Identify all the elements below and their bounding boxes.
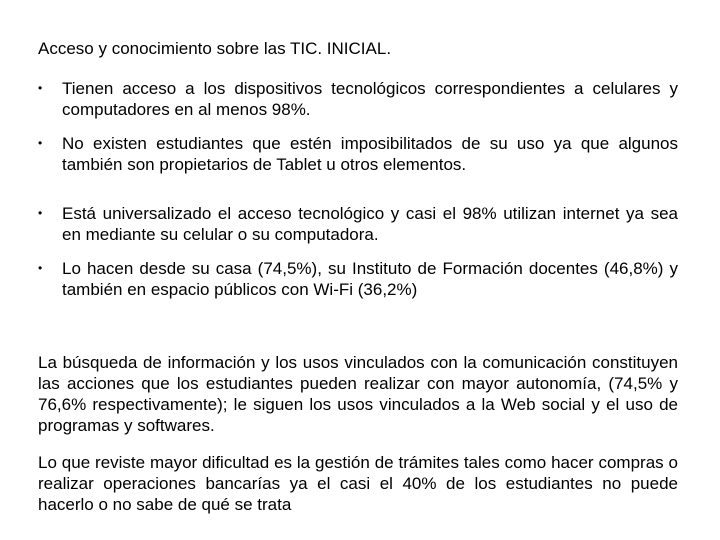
bullet-icon: • bbox=[38, 206, 43, 220]
bullet-icon: • bbox=[38, 261, 43, 275]
bullet-list bbox=[38, 78, 678, 300]
paragraph-difficulty: Lo que reviste mayor dificultad es la gestión de trámites tales como hacer compras o realizar operaciones bancarías ya el casi el 40% de los estudiantes no puede hacerlo o no sabe de qué se trata bbox=[38, 453, 678, 514]
bullet-item-1 bbox=[38, 78, 678, 120]
bullet-text: No existen estudiantes que estén imposibilitados de su uso ya que algunos también son propietarios de Tablet u otros elementos. bbox=[62, 134, 678, 174]
bullet-item-4 bbox=[38, 258, 678, 300]
paragraph-information-search: La búsqueda de información y los usos vinculados con la comunicación constituyen las acciones que los estudiantes pueden realizar con mayor autonomía, (74,5% y 76,6% respectivamente); le siguen los usos vinculados a la Web social y el uso de programas y softwares. bbox=[38, 353, 678, 435]
bullet-icon: • bbox=[38, 81, 43, 95]
bullet-text: Lo hacen desde su casa (74,5%), su Instituto de Formación docentes (46,8%) y también en espacio públicos con Wi-Fi (36,2%) bbox=[62, 259, 678, 299]
bullet-icon: • bbox=[38, 136, 43, 150]
bullet-item-3 bbox=[38, 203, 678, 245]
page-title: Acceso y conocimiento sobre las TIC. INICIAL. bbox=[38, 39, 392, 58]
bullet-item-2 bbox=[38, 133, 678, 175]
bullet-text: Tienen acceso a los dispositivos tecnológicos correspondientes a celulares y computadores en al menos 98%. bbox=[62, 79, 678, 119]
bullet-text: Está universalizado el acceso tecnológico y casi el 98% utilizan internet ya sea en mediante su celular o su computadora. bbox=[62, 204, 678, 244]
